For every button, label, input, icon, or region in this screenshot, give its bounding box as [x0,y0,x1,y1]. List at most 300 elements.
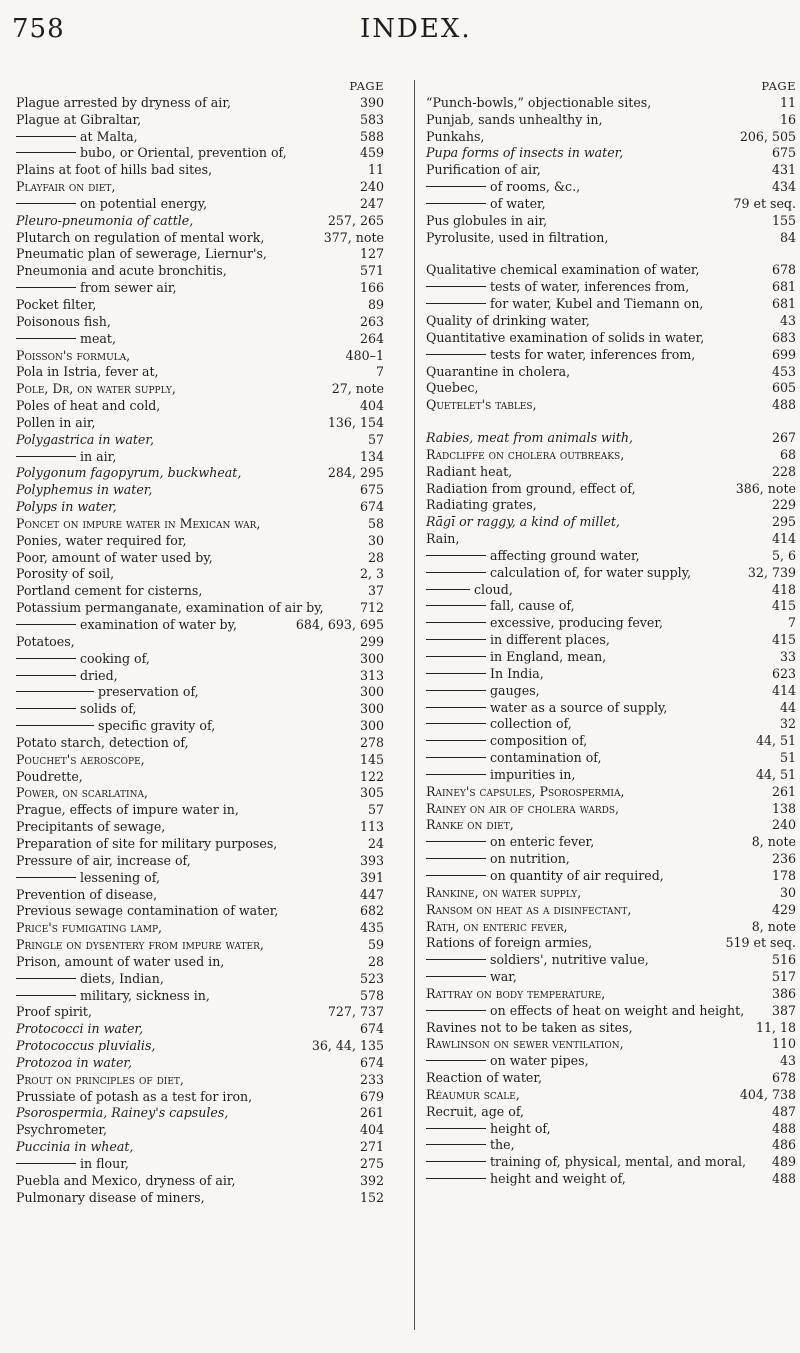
repeat-dash [426,841,486,842]
index-subentry [426,1137,796,1154]
index-subentry [426,851,796,868]
index-subentry [16,145,384,162]
entry-heading: on enteric fever, [490,834,595,850]
entry-heading: Pneumonia and acute bronchitis, [16,263,227,279]
entry-heading: Plague arrested by dryness of air, [16,94,231,110]
index-subentry [426,649,796,666]
entry-pages: 27, note [331,381,384,397]
repeat-dash [426,303,486,304]
repeat-dash [426,740,486,741]
entry-pages: 377, note [323,229,384,245]
entry-heading: Precipitants of sewage, [16,819,166,835]
entry-pages: 122 [359,768,384,784]
index-entry [16,364,384,381]
entry-pages: 166 [359,280,384,296]
index-entry [426,1036,796,1053]
entry-pages: 623 [771,665,796,681]
index-entry [16,819,384,836]
index-entry [426,935,796,952]
entry-heading: Porosity of soil, [16,566,115,582]
index-subentry [16,684,384,701]
entry-pages: 486 [771,1137,796,1153]
index-entry [16,1122,384,1139]
entry-heading: solids of, [80,701,137,717]
entry-heading: tests for water, inferences from, [490,346,696,362]
entry-heading: Poisonous fish, [16,313,111,329]
entry-text [426,162,796,179]
entry-heading: Recruit, age of, [426,1103,525,1119]
entry-pages: 391 [359,869,384,885]
entry-heading: Pneumatic plan of sewerage, Liernur's, [16,246,267,262]
entry-text [16,836,384,853]
entry-pages: 674 [359,1054,384,1070]
entry-text [16,1105,384,1122]
entry-heading: water as a source of supply, [490,699,668,715]
entry-heading: in different places, [490,632,610,648]
page-number: 758 [12,14,65,44]
entry-pages: 300 [359,718,384,734]
entry-heading: Poles of heat and cold, [16,398,161,414]
entry-text [16,533,384,550]
entry-text [426,885,796,902]
entry-pages: 674 [359,1021,384,1037]
entry-text [16,752,384,769]
index-entry [16,230,384,247]
entry-pages: 11 [779,94,796,110]
entry-heading: Rankine, on water supply, [426,884,582,900]
index-subentry [426,1154,796,1171]
entry-pages: 79 et seq. [733,195,796,211]
repeat-dash [426,1144,486,1145]
index-subentry [16,718,384,735]
entry-text [426,112,796,129]
entry-pages: 605 [771,380,796,396]
index-entry [16,735,384,752]
entry-pages: 136, 154 [327,414,384,430]
entry-heading: Ravines not to be taken as sites, [426,1019,633,1035]
entry-heading: in air, [80,448,117,464]
entry-text [426,969,796,986]
entry-heading: Polygastrica in water, [16,431,154,447]
entry-heading: on nutrition, [490,851,570,867]
entry-heading: Rainey on air of cholera wards, [426,800,620,816]
entry-heading: gauges, [490,682,540,698]
entry-heading: Price's fumigating lamp, [16,920,163,936]
entry-text [426,1070,796,1087]
entry-heading: Radiating grates, [426,497,537,513]
entry-pages: 44, 51 [755,766,796,782]
entry-text [426,380,796,397]
entry-pages: 59 [367,937,384,953]
entry-heading: the, [490,1137,515,1153]
entry-heading: military, sickness in, [80,987,210,1003]
entry-pages: 145 [359,751,384,767]
index-entry [426,380,796,397]
page-column-label: PAGE [761,79,796,93]
entry-heading: Playfair on diet, [16,179,116,195]
index-subentry [16,449,384,466]
repeat-dash [426,1060,486,1061]
index-subentry [426,952,796,969]
entry-heading: Poudrette, [16,768,83,784]
entry-heading: meat, [80,330,116,346]
entry-pages: 488 [771,1120,796,1136]
entry-text [16,887,384,904]
entry-text [16,769,384,786]
entry-heading: Poor, amount of water used by, [16,549,213,565]
entry-heading: Psorospermia, Rainey's capsules, [16,1105,229,1121]
entry-pages: 447 [359,886,384,902]
entry-heading: “Punch-bowls,” objectionable sites, [426,94,652,110]
entry-text [16,1173,384,1190]
index-column-right [426,78,796,1188]
index-entry [16,1190,384,1207]
entry-heading: Reaction of water, [426,1070,542,1086]
index-subentry [426,700,796,717]
entry-pages: 712 [359,600,384,616]
index-entry [16,1021,384,1038]
entry-heading: Prevention of disease, [16,886,158,902]
repeat-dash [16,287,76,288]
entry-pages: 415 [771,598,796,614]
index-entry [16,1072,384,1089]
entry-heading: Puebla and Mexico, dryness of air, [16,1172,236,1188]
entry-pages: 679 [359,1088,384,1104]
entry-pages: 37 [367,583,384,599]
entry-heading: tests of water, inferences from, [490,279,690,295]
entry-heading: Pringle on dysentery from impure water, [16,937,264,953]
entry-pages: 681 [771,296,796,312]
entry-text [16,718,384,735]
entry-pages: 404 [359,1122,384,1138]
entry-heading: Psychrometer, [16,1122,108,1138]
entry-pages: 233 [359,1071,384,1087]
entry-text [16,971,384,988]
repeat-dash [16,877,76,878]
index-subentry [426,196,796,213]
entry-text [426,632,796,649]
repeat-dash [16,995,76,996]
entry-text [16,516,384,533]
entry-text [426,750,796,767]
entry-heading: Pulmonary disease of miners, [16,1189,205,1205]
entry-heading: Pleuro-pneumonia of cattle, [16,212,194,228]
entry-heading: Potato starch, detection of, [16,734,189,750]
entry-heading: on effects of heat on weight and height, [490,1002,745,1018]
entry-heading: Ponies, water required for, [16,532,187,548]
entry-text [16,903,384,920]
entry-text [426,683,796,700]
entry-heading: Poncet on impure water in Mexican war, [16,515,261,531]
entry-text [16,499,384,516]
repeat-dash [426,875,486,876]
entry-text [16,1122,384,1139]
entry-text [426,598,796,615]
entry-pages: 571 [359,263,384,279]
entry-pages: 113 [359,819,384,835]
entry-heading: Punkahs, [426,128,485,144]
index-subentry [426,969,796,986]
entry-text [16,550,384,567]
index-entry [16,1105,384,1122]
entry-heading: Plutarch on regulation of mental work, [16,229,265,245]
entry-pages: 681 [771,279,796,295]
index-entry [16,314,384,331]
entry-text [16,634,384,651]
entry-text [426,1020,796,1037]
entry-pages: 264 [359,330,384,346]
index-entry [16,920,384,937]
index-entry [426,817,796,834]
entry-pages: 257, 265 [327,212,384,228]
entry-pages: 43 [779,1053,796,1069]
entry-pages: 134 [359,448,384,464]
entry-pages: 275 [359,1156,384,1171]
index-subentry [426,179,796,196]
entry-text [16,129,384,146]
entry-text [426,397,796,414]
entry-heading: preservation of, [98,684,199,700]
entry-text [16,432,384,449]
index-subentry [426,868,796,885]
index-entry [426,262,796,279]
entry-pages: 89 [367,296,384,312]
entry-pages: 305 [359,785,384,801]
index-entry [426,330,796,347]
entry-text [426,313,796,330]
entry-text [426,868,796,885]
entry-text [16,482,384,499]
repeat-dash [426,186,486,187]
entry-pages: 487 [771,1103,796,1119]
entry-text [16,246,384,263]
entry-heading: composition of, [490,733,588,749]
entry-text [16,112,384,129]
entry-text [426,464,796,481]
entry-heading: collection of, [490,716,572,732]
entry-text [16,785,384,802]
index-entry [426,464,796,481]
entry-pages: 386, note [735,480,796,496]
index-subentry [16,129,384,146]
entry-heading: Ransom on heat as a disinfectant, [426,901,632,917]
entry-pages: 28 [367,549,384,565]
index-entry [16,213,384,230]
entry-heading: Radcliffe on cholera outbreaks, [426,446,625,462]
entry-pages: 24 [367,835,384,851]
index-subentry [426,632,796,649]
entry-pages: 247 [359,195,384,211]
entry-heading: in flour, [80,1156,129,1171]
entry-text [16,583,384,600]
index-entry [426,145,796,162]
entry-pages: 313 [359,667,384,683]
entry-pages: 488 [771,397,796,413]
entry-pages: 429 [771,901,796,917]
entry-heading: Rabies, meat from animals with, [426,430,634,446]
repeat-dash [426,774,486,775]
entry-pages: 44 [779,699,796,715]
index-entry [426,95,796,112]
entry-heading: bubo, or Oriental, prevention of, [80,145,287,161]
entry-text [426,279,796,296]
index-entry [426,112,796,129]
entry-pages: 7 [375,364,384,380]
entry-text [16,263,384,280]
entry-text [426,179,796,196]
entry-pages: 267 [771,430,796,446]
section-gap [426,414,796,430]
index-subentry [426,347,796,364]
entry-heading: Polygonum fagopyrum, buckwheat, [16,465,242,481]
index-subentry [426,1171,796,1188]
entry-heading: In India, [490,665,544,681]
entry-heading: Rawlinson on sewer ventilation, [426,1036,624,1052]
index-entry [426,430,796,447]
repeat-dash [16,675,76,676]
entry-pages: 28 [367,953,384,969]
entry-pages: 583 [359,111,384,127]
entry-heading: Plague at Gibraltar, [16,111,142,127]
entry-heading: Quebec, [426,380,479,396]
entry-text [426,430,796,447]
entry-heading: Prout on principles of diet, [16,1071,184,1087]
entry-text [426,95,796,112]
entry-pages: 228 [771,463,796,479]
index-entry [16,769,384,786]
entry-heading: affecting ground water, [490,547,640,563]
index-entry [426,313,796,330]
entry-heading: training of, physical, mental, and moral, [490,1154,746,1170]
repeat-dash [16,1163,76,1164]
entry-heading: Radiant heat, [426,463,513,479]
repeat-dash [16,152,76,153]
entry-text [16,364,384,381]
entry-pages: 431 [771,162,796,178]
entry-heading: Pole, Dr, on water supply, [16,381,176,397]
repeat-dash [426,286,486,287]
entry-heading: Plains at foot of hills bad sites, [16,162,213,178]
index-entry [426,481,796,498]
repeat-dash [426,354,486,355]
entry-pages: 387 [771,1002,796,1018]
entry-text [426,296,796,313]
entry-text [16,348,384,365]
entry-heading: Ranke on diet, [426,817,514,833]
entry-pages: 393 [359,852,384,868]
index-entry [16,566,384,583]
entry-text [16,381,384,398]
entry-pages: 678 [771,262,796,278]
index-subentry [16,988,384,1005]
index-entry [16,398,384,415]
index-entry [426,129,796,146]
index-entry [16,550,384,567]
index-entry [16,263,384,280]
entry-pages: 16 [779,111,796,127]
entry-pages: 51 [779,750,796,766]
index-entry [16,162,384,179]
index-entry [16,752,384,769]
entry-text [16,735,384,752]
entry-text [426,447,796,464]
entry-heading: examination of water by, [80,617,238,632]
entry-text [426,733,796,750]
index-subentry [16,331,384,348]
index-subentry [426,582,796,599]
index-entry [16,246,384,263]
entry-heading: Pouchet's aeroscope, [16,751,145,767]
entry-pages: 295 [771,514,796,530]
entry-pages: 240 [771,817,796,833]
entry-pages: 57 [367,431,384,447]
entry-text [16,449,384,466]
repeat-dash [16,338,76,339]
entry-text [16,145,384,162]
entry-heading: Qualitative chemical examination of water, [426,262,700,278]
index-entry [426,1020,796,1037]
entry-heading: Preparation of site for military purposes, [16,835,278,851]
repeat-dash [16,624,76,625]
entry-heading: Quetelet's tables, [426,397,537,413]
index-entry [426,1104,796,1121]
entry-pages: 300 [359,684,384,700]
index-subentry [16,196,384,213]
index-subentry [426,615,796,632]
entry-text [426,1154,796,1171]
entry-text [16,701,384,718]
index-subentry [426,1053,796,1070]
repeat-dash [426,589,470,590]
entry-pages: 261 [359,1105,384,1121]
entry-text [426,716,796,733]
index-subentry [16,701,384,718]
entry-heading: Punjab, sands unhealthy in, [426,111,603,127]
index-subentry [16,280,384,297]
entry-heading: dried, [80,667,118,683]
index-entry [426,397,796,414]
index-subentry [16,1156,384,1173]
repeat-dash [426,1161,486,1162]
entry-pages: 8, note [751,834,796,850]
index-subentry [426,548,796,565]
entry-text [16,314,384,331]
entry-pages: 7 [787,615,796,631]
entry-heading: Rainey's capsules, Psorospermia, [426,783,625,799]
entry-heading: lessening of, [80,869,160,885]
index-entry [16,381,384,398]
repeat-dash [426,723,486,724]
entry-text [16,1072,384,1089]
repeat-dash [16,691,94,692]
entry-text [426,230,796,247]
index-entry [16,482,384,499]
entry-pages: 453 [771,363,796,379]
entry-text [426,548,796,565]
index-subentry [426,1121,796,1138]
entry-pages: 11, 18 [755,1019,796,1035]
index-entry [426,162,796,179]
entry-text [426,497,796,514]
entry-heading: at Malta, [80,128,138,144]
index-entry [426,514,796,531]
repeat-dash [426,673,486,674]
column-divider [414,80,415,1330]
entry-heading: Pollen in air, [16,414,96,430]
entry-text [426,851,796,868]
entry-heading: Pupa forms of insects in water, [426,145,624,161]
entry-heading: of water, [490,195,546,211]
